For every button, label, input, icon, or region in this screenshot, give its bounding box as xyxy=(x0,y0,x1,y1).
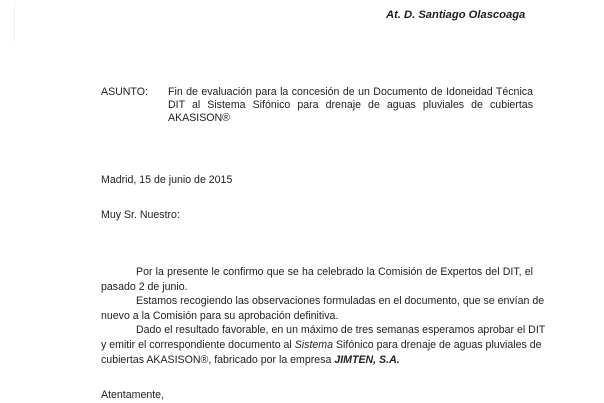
subject-label: ASUNTO: xyxy=(101,86,148,98)
text-run: cubiertas AKASISON®, fabricado por la empresa xyxy=(101,353,335,366)
paragraph-3-line-3 xyxy=(101,353,533,368)
text-run: Sifónico para drenaje de aguas pluviales de xyxy=(333,338,542,351)
letter-body xyxy=(101,265,546,367)
subject-line-1: Fin de evaluación para la concesión de un Documento de Idoneidad Técnica xyxy=(168,86,533,98)
subject-line-2: DIT al Sistema Sifónico para drenaje de aguas pluviales de cubiertas xyxy=(168,99,533,111)
closing: Atentamente, xyxy=(101,389,165,401)
italic-system-word: Sistema xyxy=(294,338,334,351)
paragraph-2-line-1: Estamos recogiendo las observaciones formuladas en el documento, que se envían de xyxy=(136,295,545,308)
paragraph-1-line-1: Por la presente le confirmo que se ha celebrado la Comisión de Expertos del DIT, el xyxy=(136,266,533,278)
salutation: Muy Sr. Nuestro: xyxy=(101,209,180,221)
text-run: y emitir el correspondiente documento al xyxy=(101,338,295,351)
paragraph-1-line-2: pasado 2 de junio. xyxy=(101,280,188,293)
letter-date: Madrid, 15 de junio de 2015 xyxy=(101,174,233,186)
paragraph-2-line-2: nuevo a la Comisión para su aprobación definitiva. xyxy=(101,309,339,322)
company-name: JIMTEN, S.A. xyxy=(334,353,400,366)
recipient-line: At. D. Santiago Olascoaga xyxy=(386,9,526,21)
paragraph-3-line-2 xyxy=(101,338,542,353)
scan-artifact xyxy=(14,2,15,42)
subject-text xyxy=(168,86,533,125)
subject-line-3: AKASISON® xyxy=(168,112,230,124)
paragraph-3-line-1: Dado el resultado favorable, en un máximo de tres semanas esperamos aprobar el DIT xyxy=(136,324,546,337)
